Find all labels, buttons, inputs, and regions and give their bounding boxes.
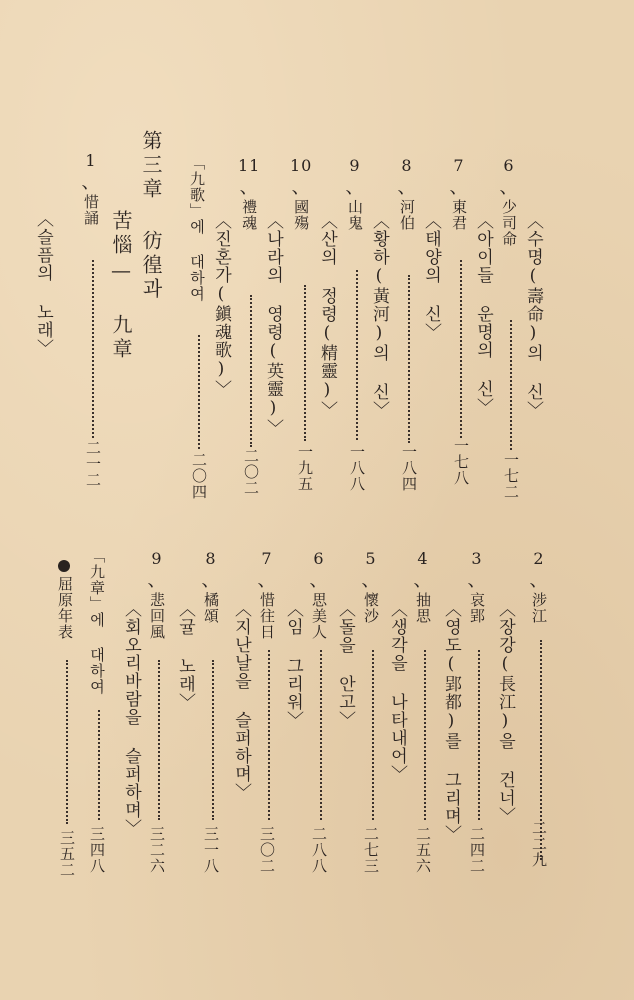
page-number: 一八八 (348, 444, 366, 492)
chapter-title: 第三章 彷徨과 (139, 130, 163, 302)
entry-subtitle: 〈임 그리워〉 (283, 600, 303, 729)
toc-entry-title[interactable]: 11、禮魂 (238, 156, 261, 231)
toc-entry-title[interactable]: 9、悲回風 (147, 549, 167, 640)
toc-entry-title[interactable]: 7、惜往日 (257, 549, 277, 640)
entry-number: 6 (313, 549, 325, 568)
leader-dots (372, 650, 396, 820)
toc-entry-title[interactable]: 3、哀郢 (467, 549, 487, 624)
entry-title: 河伯 (398, 199, 416, 231)
entry-subtitle: 〈황하(黃河)의 신〉 (369, 212, 389, 419)
entry-number: 8 (205, 549, 217, 568)
entry-title: 屈原年表 (56, 576, 74, 640)
leader-dots (158, 660, 182, 820)
page-number: 二〇四 (190, 452, 208, 500)
entry-subtitle: 〈진혼가(鎭魂歌)〉 (211, 212, 231, 398)
leader-dots (66, 660, 90, 824)
entry-title: 抽思 (414, 592, 432, 624)
leader-dots (212, 660, 236, 820)
leader-dots (198, 335, 222, 449)
toc-entry-title[interactable]: 8、河伯 (397, 156, 417, 231)
entry-subtitle: 〈생각을 나타내어〉 (387, 600, 407, 783)
entry-subtitle: 〈수명(壽命)의 신〉 (523, 212, 543, 419)
entry-title: 悲回風 (148, 592, 166, 640)
entry-subtitle: 〈산의 정령(精靈)〉 (317, 212, 337, 419)
toc-entry-title[interactable]: 8、橘頌 (201, 549, 221, 624)
entry-subtitle: 〈장강(長江)을 건너〉 (495, 600, 515, 825)
entry-number: 5 (365, 549, 377, 568)
entry-number: 10 (290, 156, 313, 175)
entry-number: 11 (238, 156, 261, 175)
entry-title: 涉江 (530, 592, 548, 624)
leader-dots (460, 260, 484, 438)
chapter-subtitle: 苦惱— 九章 (109, 210, 133, 362)
leader-dots (408, 275, 432, 443)
page-number: 三五二 (58, 830, 76, 878)
page-number: 三〇二 (258, 826, 276, 874)
page-number: 一九五 (296, 444, 314, 492)
entry-title: 惜誦 (82, 194, 100, 226)
toc-entry-title[interactable]: 10、國殤 (290, 156, 313, 231)
entry-number: 7 (261, 549, 273, 568)
entry-title: 哀郢 (468, 592, 486, 624)
entry-subtitle: 〈회오리바람을 슬퍼하며〉 (121, 600, 141, 837)
page-number: 三一八 (202, 826, 220, 874)
page-number: 二八八 (310, 826, 328, 874)
toc-entry-title[interactable]: 9、山鬼 (345, 156, 365, 231)
entry-number: 4 (417, 549, 429, 568)
entry-number: 9 (349, 156, 361, 175)
page-number: 一八四 (400, 444, 418, 492)
leader-dots (478, 650, 502, 820)
entry-subtitle: 〈귤 노래〉 (175, 600, 195, 711)
leader-dots (424, 650, 448, 820)
entry-subtitle: 〈지난날을 슬퍼하며〉 (231, 600, 251, 801)
entry-subtitle: 〈슬픔의 노래〉 (33, 210, 53, 357)
entry-title: 山鬼 (346, 199, 364, 231)
toc-entry-title[interactable]: 1、惜誦 (81, 151, 101, 226)
leader-dots (250, 295, 274, 447)
entry-title: 國殤 (292, 199, 311, 231)
entry-title: 「九歌」에 대하여 (188, 155, 206, 302)
leader-dots (98, 710, 122, 820)
toc-entry-title[interactable]: 2、涉江 (529, 549, 549, 624)
toc-entry-title[interactable]: 7、東君 (449, 156, 469, 231)
entry-title: 「九章」에 대하여 (88, 548, 106, 695)
page-number: 一七八 (452, 438, 470, 486)
entry-title: 惜往日 (258, 592, 276, 640)
toc-entry-title[interactable]: 4、抽思 (413, 549, 433, 624)
page-number: 一七二 (502, 452, 520, 500)
entry-subtitle: 〈태양의 신〉 (421, 212, 441, 341)
page-number: 二五六 (414, 826, 432, 874)
page-number: 二七三 (362, 826, 380, 874)
entry-subtitle: 〈나라의 영령(英靈)〉 (263, 212, 283, 437)
entry-subtitle: 〈아이들 운명의 신〉 (473, 212, 493, 416)
page-number: 二四二 (468, 826, 486, 874)
entry-title: 懷沙 (362, 592, 380, 624)
toc-entry-title[interactable]: 5、懷沙 (361, 549, 381, 624)
page-number: 二〇二 (242, 448, 260, 496)
entry-number: 3 (471, 549, 483, 568)
page-number: 二一二 (84, 440, 102, 488)
entry-title: 橘頌 (202, 592, 220, 624)
toc-entry-title[interactable]: 6、思美人 (309, 549, 329, 640)
entry-number: 2 (533, 549, 545, 568)
toc-entry-title[interactable] (186, 155, 208, 302)
leader-dots (92, 260, 116, 438)
leader-dots (356, 270, 380, 440)
entry-number: 9 (151, 549, 163, 568)
entry-number: 1 (85, 151, 97, 170)
page-number: 三四八 (88, 826, 106, 874)
entry-title: 東君 (450, 199, 468, 231)
entry-subtitle: 〈돌을 안고〉 (335, 600, 355, 729)
page-number: 三二六 (148, 826, 166, 874)
entry-number: 6 (503, 156, 515, 175)
entry-title: 少司命 (500, 199, 518, 247)
leader-dots (320, 650, 344, 820)
entry-subtitle: 〈영도(郢都)를 그리며〉 (441, 600, 461, 843)
leader-dots (304, 285, 328, 441)
toc-entry-title[interactable] (54, 576, 76, 640)
page-number: 二二九 (530, 820, 548, 868)
entry-title: 思美人 (310, 592, 328, 640)
entry-number: 8 (401, 156, 413, 175)
entry-number: 7 (453, 156, 465, 175)
leader-dots (268, 650, 292, 820)
entry-title: 禮魂 (240, 199, 259, 231)
bullet-icon (58, 560, 70, 572)
toc-entry-title[interactable]: 6、少司命 (499, 156, 519, 247)
leader-dots (510, 320, 534, 450)
